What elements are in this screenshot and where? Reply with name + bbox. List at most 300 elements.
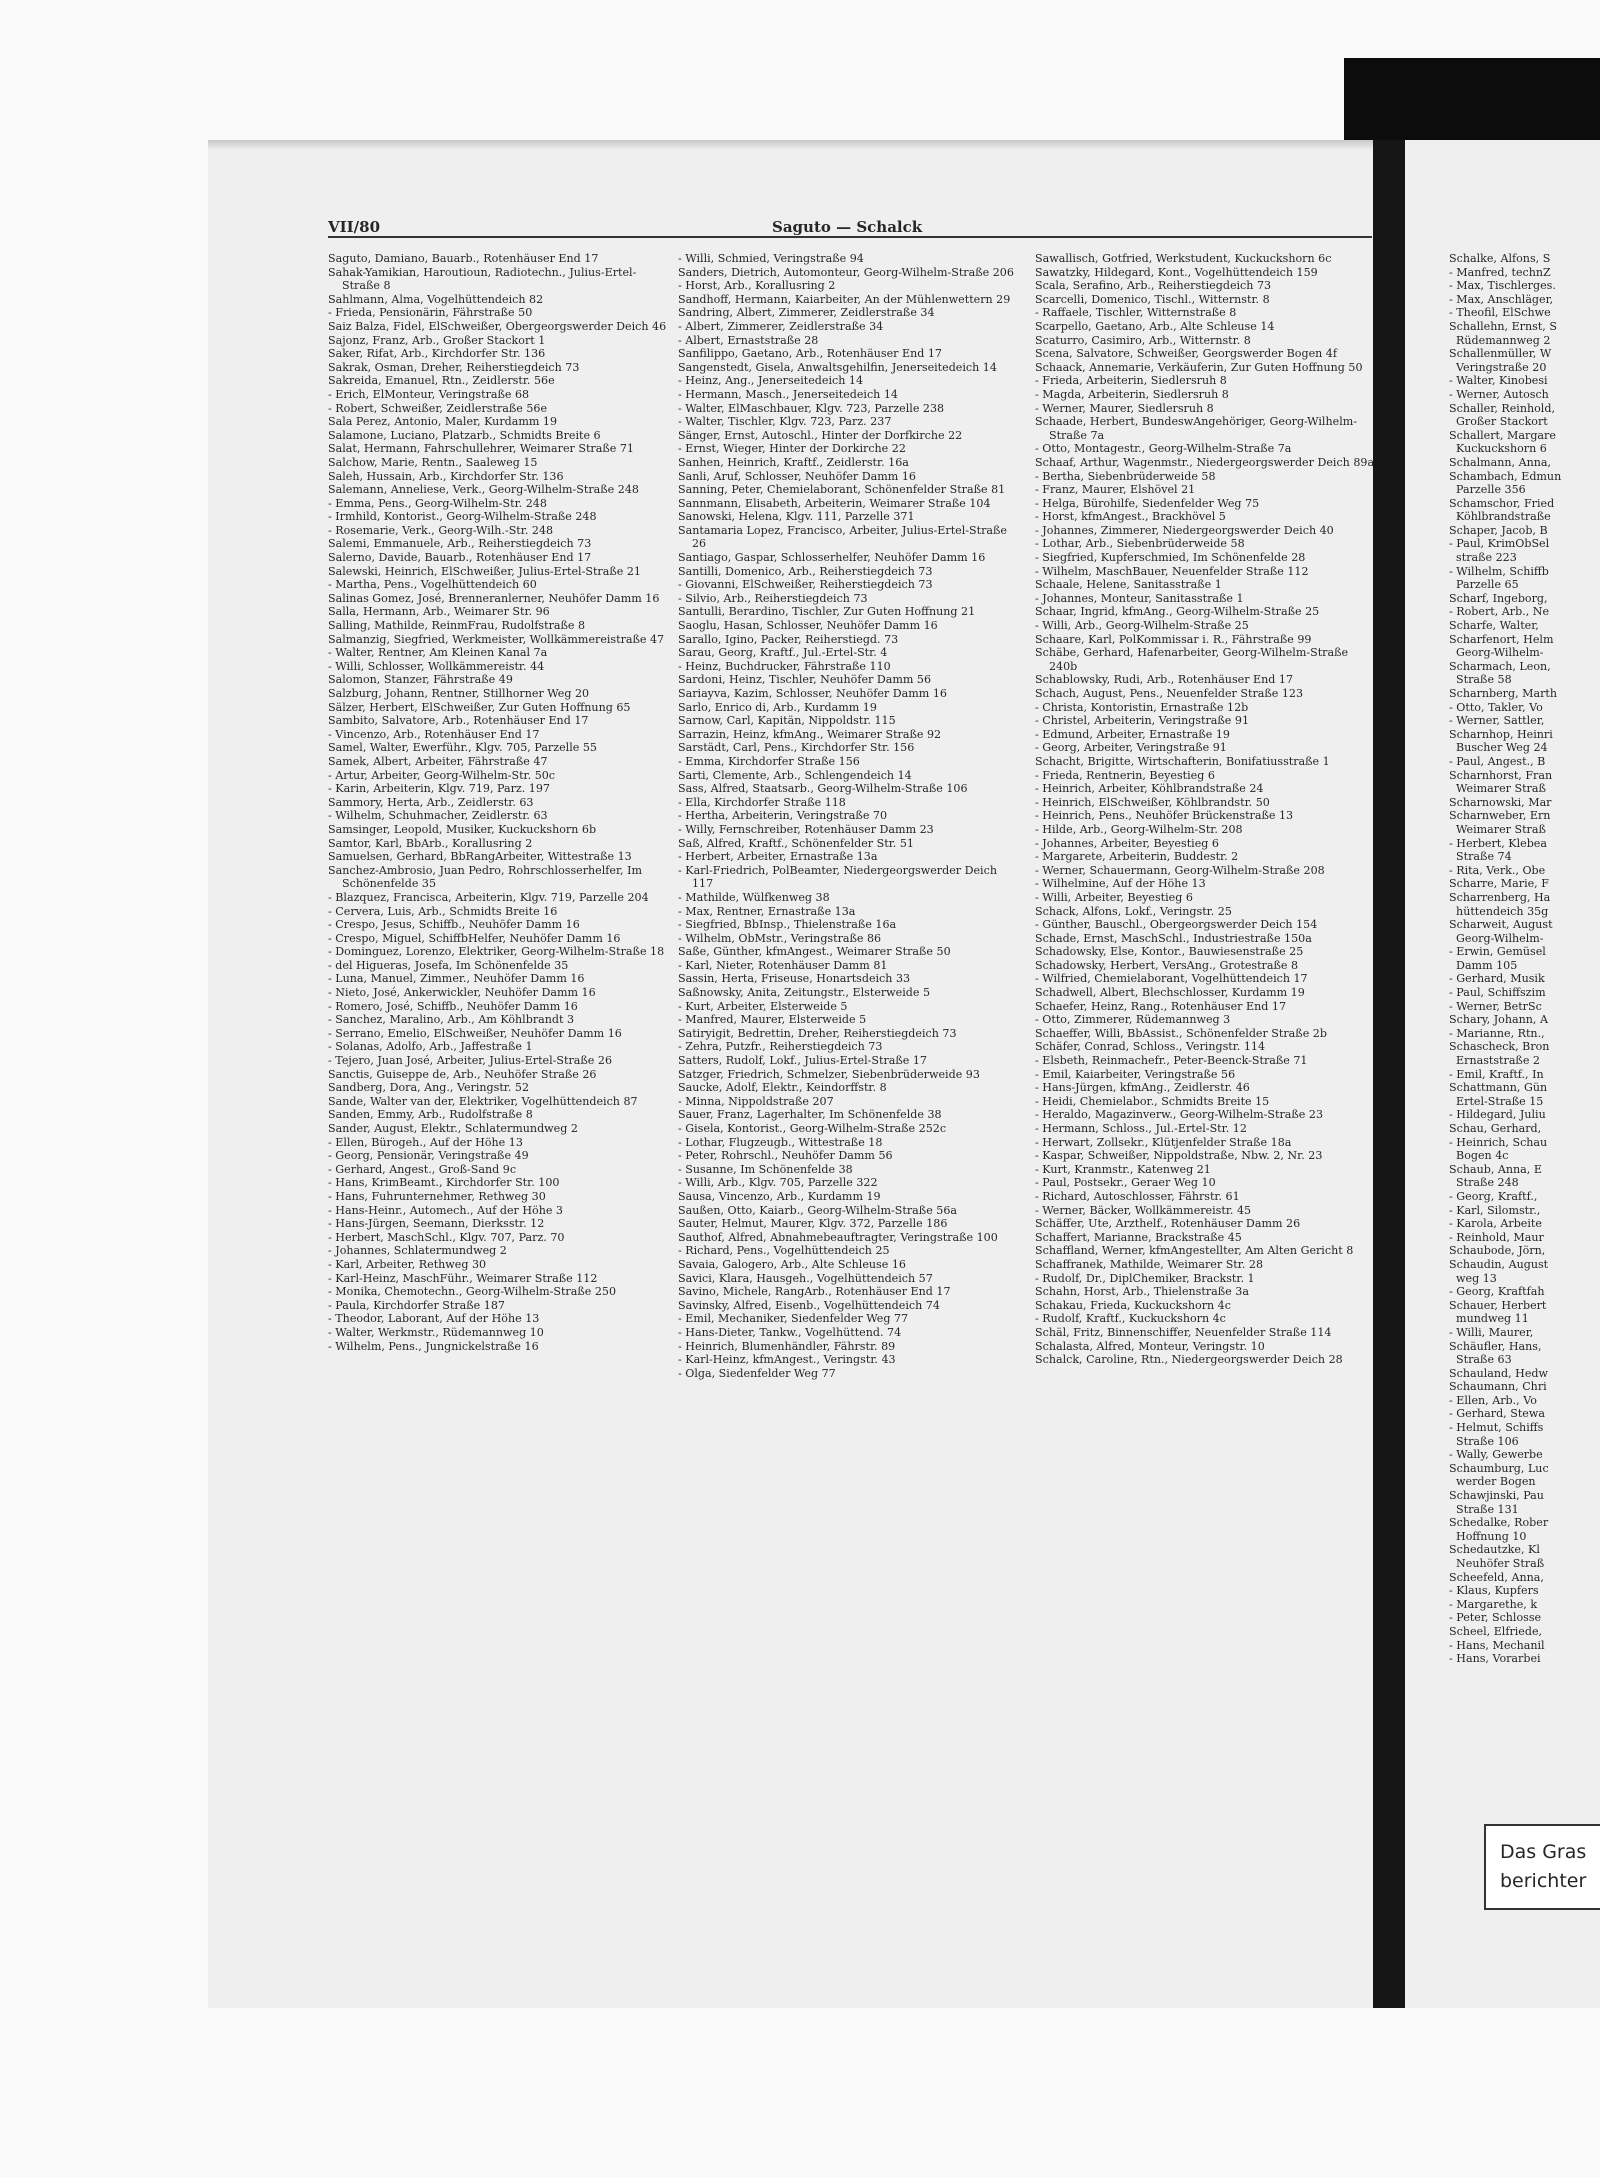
- directory-entry: - Heinz, Buchdrucker, Fährstraße 110: [678, 659, 891, 673]
- directory-entry: - Max, Rentner, Ernastraße 13a: [678, 904, 856, 918]
- directory-entry: Santamaria Lopez, Francisco, Arbeiter, Julius-Ertel-Straße 26: [678, 523, 1007, 551]
- directory-entry: Schade, Ernst, MaschSchl., Industriestraße 150a: [1035, 931, 1312, 945]
- adjacent-page-line: Scheefeld, Anna,: [1449, 1570, 1544, 1584]
- directory-entry: - Artur, Arbeiter, Georg-Wilhelm-Str. 50c: [328, 768, 556, 782]
- directory-entry: - Horst, kfmAngest., Brackhövel 5: [1035, 510, 1226, 524]
- directory-entry: - Karl-Heinz, kfmAngest., Veringstr. 43: [678, 1353, 896, 1367]
- adjacent-page-line: Scharfenort, Helm: [1449, 632, 1554, 646]
- directory-entry: Saker, Rifat, Arb., Kirchdorfer Str. 136: [328, 347, 546, 361]
- adjacent-page-line: Scharnweber, Ern: [1449, 809, 1551, 823]
- adjacent-page-line: - Ellen, Arb., Vo: [1449, 1393, 1537, 1407]
- directory-entry: - Gerhard, Angest., Groß-Sand 9c: [328, 1162, 517, 1176]
- directory-entry: Sammory, Herta, Arb., Zeidlerstr. 63: [328, 795, 534, 809]
- directory-entry: - Walter, Rentner, Am Kleinen Kanal 7a: [328, 646, 548, 660]
- scan-corner-shadow: [1344, 58, 1600, 143]
- directory-entry: Schäffer, Ute, Arzthelf., Rotenhäuser Damm 26: [1035, 1217, 1301, 1231]
- directory-entry: Sangenstedt, Gisela, Anwaltsgehilfin, Jenerseitedeich 14: [678, 360, 997, 374]
- adjacent-page-line: - Karl, Silomstr.,: [1449, 1203, 1541, 1217]
- adjacent-page-line: Hoffnung 10: [1449, 1529, 1527, 1543]
- directory-entry: Sajonz, Franz, Arb., Großer Stackort 1: [328, 333, 546, 347]
- directory-entry: Schaffert, Marianne, Brackstraße 45: [1035, 1230, 1242, 1244]
- directory-entry: Salat, Hermann, Fahrschullehrer, Weimarer Straße 71: [328, 442, 634, 456]
- directory-entry: Salchow, Marie, Rentn., Saaleweg 15: [328, 455, 538, 469]
- directory-entry: Sahak-Yamikian, Haroutioun, Radiotechn., Julius-Ertel-Straße 8: [328, 265, 637, 293]
- adjacent-page-line: - Theofil, ElSchwe: [1449, 306, 1551, 320]
- directory-entry: Sauter, Helmut, Maurer, Klgv. 372, Parzelle 186: [678, 1217, 948, 1231]
- directory-entry: Saoglu, Hasan, Schlosser, Neuhöfer Damm 16: [678, 619, 938, 633]
- directory-entry: Saußen, Otto, Kaiarb., Georg-Wilhelm-Straße 56a: [678, 1203, 958, 1217]
- directory-entry: Sardoni, Heinz, Tischler, Neuhöfer Damm 56: [678, 673, 932, 687]
- directory-entry: Samtor, Karl, BbArb., Korallusring 2: [328, 836, 533, 850]
- directory-entry: - Rosemarie, Verk., Georg-Wilh.-Str. 248: [328, 523, 554, 537]
- directory-entry: Schaffranek, Mathilde, Weimarer Str. 28: [1035, 1257, 1264, 1271]
- adjacent-page-line: Schäufler, Hans,: [1449, 1339, 1542, 1353]
- directory-entry: - Paula, Kirchdorfer Straße 187: [328, 1298, 505, 1312]
- adjacent-page-line: - Peter, Schlosse: [1449, 1611, 1542, 1625]
- adjacent-page-line: - Werner, Sattler,: [1449, 714, 1545, 728]
- directory-entry: Sandhoff, Hermann, Kaiarbeiter, An der Mühlenwettern 29: [678, 292, 1011, 306]
- adjacent-page-line: Schambach, Edmun: [1449, 469, 1562, 483]
- directory-entry: - Karl-Heinz, MaschFühr., Weimarer Straße 112: [328, 1271, 598, 1285]
- adjacent-page-line: Parzelle 65: [1449, 578, 1519, 592]
- directory-entry: - Heinrich, Blumenhändler, Fährstr. 89: [678, 1339, 896, 1353]
- directory-entry: - Christa, Kontoristin, Ernastraße 12b: [1035, 700, 1249, 714]
- directory-entry: Sarau, Georg, Kraftf., Jul.-Ertel-Str. 4: [678, 646, 888, 660]
- directory-entry: Sanfilippo, Gaetano, Arb., Rotenhäuser End 17: [678, 347, 942, 361]
- directory-entry: - Heidi, Chemielabor., Schmidts Breite 15: [1035, 1094, 1270, 1108]
- directory-entry: - Willi, Arb., Klgv. 705, Parzelle 322: [678, 1176, 878, 1190]
- directory-entry: - Lothar, Arb., Siebenbrüderweide 58: [1035, 537, 1245, 551]
- directory-entry: Schablowsky, Rudi, Arb., Rotenhäuser End 17: [1035, 673, 1294, 687]
- directory-entry: Sarti, Clemente, Arb., Schlengendeich 14: [678, 768, 912, 782]
- directory-entry: Schack, Alfons, Lokf., Veringstr. 25: [1035, 904, 1232, 918]
- directory-entry: - Lothar, Flugzeugb., Wittestraße 18: [678, 1135, 883, 1149]
- directory-entry: - Walter, ElMaschbauer, Klgv. 723, Parzelle 238: [678, 401, 945, 415]
- directory-entry: - Emma, Pens., Georg-Wilhelm-Str. 248: [328, 496, 547, 510]
- directory-entry: - Hans-Jürgen, Seemann, Dierksstr. 12: [328, 1217, 545, 1231]
- directory-entry: - Walter, Tischler, Klgv. 723, Parz. 237: [678, 415, 892, 429]
- adjacent-page-line: Scharfe, Walter,: [1449, 619, 1539, 633]
- adjacent-page-line: - Werner, Autosch: [1449, 387, 1549, 401]
- directory-entry: Schalck, Caroline, Rtn., Niedergeorgswerder Deich 28: [1035, 1353, 1343, 1367]
- directory-entry: - Emil, Mechaniker, Siedenfelder Weg 77: [678, 1312, 909, 1326]
- directory-entry: Schäl, Fritz, Binnenschiffer, Neuenfelder Straße 114: [1035, 1325, 1332, 1339]
- adjacent-page-ad-box: [1484, 1824, 1600, 1910]
- directory-entry: Salmanzig, Siegfried, Werkmeister, Wollkämmereistraße 47: [328, 632, 665, 646]
- adjacent-page-line: - Robert, Arb., Ne: [1449, 605, 1550, 619]
- directory-entry: - Georg, Arbeiter, Veringstraße 91: [1035, 741, 1227, 755]
- directory-entry: - Heinz, Ang., Jenerseitedeich 14: [678, 374, 864, 388]
- directory-entry: Schacht, Brigitte, Wirtschafterin, Bonifatiusstraße 1: [1035, 754, 1330, 768]
- directory-entry: Sander, August, Elektr., Schlatermundweg 2: [328, 1122, 578, 1135]
- directory-entry: - del Higueras, Josefa, Im Schönenfelde 35: [328, 958, 569, 972]
- directory-entry: - Raffaele, Tischler, Witternstraße 8: [1035, 306, 1237, 320]
- directory-entry: Sälzer, Herbert, ElSchweißer, Zur Guten Hoffnung 65: [328, 700, 631, 714]
- adjacent-page-line: - Manfred, technZ: [1449, 265, 1551, 279]
- directory-entry: - Margarete, Arbeiterin, Buddestr. 2: [1035, 850, 1239, 864]
- directory-entry: Satters, Rudolf, Lokf., Julius-Ertel-Straße 17: [678, 1054, 927, 1068]
- directory-entry: - Frieda, Rentnerin, Beyestieg 6: [1035, 768, 1215, 782]
- directory-entry: - Albert, Zimmerer, Zeidlerstraße 34: [678, 319, 884, 333]
- adjacent-page-line: Schedalke, Rober: [1449, 1516, 1549, 1530]
- directory-entry: - Solanas, Adolfo, Arb., Jaffestraße 1: [328, 1040, 533, 1054]
- directory-entry: Sandberg, Dora, Ang., Veringstr. 52: [328, 1081, 530, 1095]
- adjacent-page-line: Schattmann, Gün: [1449, 1081, 1548, 1095]
- directory-entry: - Dominguez, Lorenzo, Elektriker, Georg-Wilhelm-Straße 18: [328, 945, 665, 959]
- adjacent-page-line: Schaubode, Jörn,: [1449, 1244, 1546, 1258]
- directory-entry: - Ernst, Wieger, Hinter der Dorkirche 22: [678, 442, 906, 456]
- adjacent-page-line: Schaumann, Chri: [1449, 1380, 1547, 1394]
- directory-entry: - Romero, José, Schiffb., Neuhöfer Damm 16: [328, 999, 578, 1013]
- adjacent-page-line: Schedautzke, Kl: [1449, 1543, 1540, 1557]
- directory-entry: - Emil, Kaiarbeiter, Veringstraße 56: [1035, 1067, 1236, 1081]
- directory-entry: - Siegfried, BbInsp., Thielenstraße 16a: [678, 918, 897, 932]
- adjacent-page-line: Scharre, Marie, F: [1449, 877, 1549, 891]
- directory-column-2: [678, 252, 1018, 1380]
- directory-entry: - Ella, Kirchdorfer Straße 118: [678, 795, 846, 809]
- directory-entry: - Karl-Friedrich, PolBeamter, Niedergeorgswerder Deich 117: [678, 863, 997, 891]
- directory-entry: - Hermann, Masch., Jenerseitedeich 14: [678, 387, 898, 401]
- directory-entry: Saleh, Hussain, Arb., Kirchdorfer Str. 136: [328, 469, 564, 483]
- adjacent-page-line: Weimarer Straß: [1449, 782, 1546, 796]
- adjacent-page-line: Damm 105: [1449, 958, 1518, 972]
- directory-entry: Samsinger, Leopold, Musiker, Kuckuckshorn 6b: [328, 822, 597, 836]
- adjacent-page-line: - Hans, Vorarbei: [1449, 1652, 1541, 1666]
- adjacent-page-line: - Herbert, Klebea: [1449, 836, 1547, 850]
- directory-entry: Scarcelli, Domenico, Tischl., Witternstr. 8: [1035, 292, 1270, 306]
- directory-entry: - Irmhild, Kontorist., Georg-Wilhelm-Straße 248: [328, 510, 597, 524]
- directory-entry: - Rudolf, Dr., DiplChemiker, Brackstr. 1: [1035, 1271, 1255, 1285]
- directory-entry: - Wilfried, Chemielaborant, Vogelhüttendeich 17: [1035, 972, 1308, 986]
- directory-entry: Salling, Mathilde, ReinmFrau, Rudolfstraße 8: [328, 619, 586, 633]
- directory-entry: Schakau, Frieda, Kuckuckshorn 4c: [1035, 1298, 1231, 1312]
- adjacent-page-line: - Walter, Kinobesi: [1449, 374, 1548, 388]
- directory-entry: - Hermann, Schloss., Jul.-Ertel-Str. 12: [1035, 1122, 1247, 1135]
- directory-entry: Sarnow, Carl, Kapitän, Nippoldstr. 115: [678, 714, 896, 728]
- directory-entry: - Hans-Jürgen, kfmAng., Zeidlerstr. 46: [1035, 1081, 1250, 1095]
- adjacent-page-line: Weimarer Straß: [1449, 822, 1546, 836]
- adjacent-page-line: Scharnberg, Marth: [1449, 687, 1558, 700]
- directory-entry: Satiryigit, Bedrettin, Dreher, Reiherstiegdeich 73: [678, 1026, 957, 1040]
- adjacent-page-line: Scharf, Ingeborg,: [1449, 591, 1548, 605]
- directory-entry: Schadwell, Albert, Blechschlosser, Kurdamm 19: [1035, 986, 1305, 1000]
- adjacent-page-line: Parzelle 356: [1449, 483, 1526, 497]
- ad-box-line: Das Gras: [1500, 1841, 1587, 1863]
- directory-entry: - Theodor, Laborant, Auf der Höhe 13: [328, 1312, 540, 1326]
- directory-entry: Schaaf, Arthur, Wagenmstr., Niedergeorgswerder Deich 89a: [1035, 455, 1375, 469]
- adjacent-page-line: Straße 131: [1449, 1502, 1519, 1516]
- directory-entry: - Serrano, Emelio, ElSchweißer, Neuhöfer Damm 16: [328, 1026, 622, 1040]
- directory-entry: Schaffland, Werner, kfmAngestellter, Am Alten Gericht 8: [1035, 1244, 1354, 1258]
- adjacent-page-line: Veringstraße 20: [1449, 360, 1547, 374]
- directory-entry: Savaia, Galogero, Arb., Alte Schleuse 16: [678, 1257, 906, 1271]
- directory-entry: Santulli, Berardino, Tischler, Zur Guten Hoffnung 21: [678, 605, 976, 619]
- directory-entry: - Siegfried, Kupferschmied, Im Schönenfelde 28: [1035, 551, 1306, 565]
- adjacent-page-line: Schalmann, Anna,: [1449, 455, 1552, 469]
- directory-entry: - Paul, Postsekr., Geraer Weg 10: [1035, 1176, 1216, 1190]
- directory-entry: - Heinrich, Pens., Neuhöfer Brückenstraße 13: [1035, 809, 1294, 823]
- adjacent-page-line: Schaller, Reinhold,: [1449, 401, 1555, 415]
- directory-entry: Schaar, Ingrid, kfmAng., Georg-Wilhelm-Straße 25: [1035, 605, 1320, 619]
- directory-entry: - Johannes, Monteur, Sanitasstraße 1: [1035, 591, 1244, 605]
- adjacent-page-line: Scharnhop, Heinri: [1449, 727, 1553, 741]
- adjacent-page-line: Georg-Wilhelm-: [1449, 646, 1544, 660]
- directory-column-1: [328, 252, 668, 1353]
- directory-entry: - Kaspar, Schweißer, Nippoldstraße, Nbw. 2, Nr. 23: [1035, 1149, 1323, 1163]
- directory-entry: Sarlo, Enrico di, Arb., Kurdamm 19: [678, 700, 877, 714]
- directory-entry: - Hans-Dieter, Tankw., Vogelhüttend. 74: [678, 1325, 902, 1339]
- directory-entry: - Werner, Maurer, Siedlersruh 8: [1035, 401, 1214, 415]
- directory-entry: - Kurt, Arbeiter, Elsterweide 5: [678, 999, 848, 1013]
- directory-entry: Scarpello, Gaetano, Arb., Alte Schleuse 14: [1035, 319, 1275, 333]
- adjacent-page-line: - Paul, Angest., B: [1449, 754, 1546, 768]
- adjacent-page-line: Schallenmüller, W: [1449, 347, 1552, 361]
- directory-entry: Sausa, Vincenzo, Arb., Kurdamm 19: [678, 1189, 881, 1203]
- directory-entry: - Otto, Montagestr., Georg-Wilhelm-Straße 7a: [1035, 442, 1292, 456]
- directory-entry: - Heinrich, ElSchweißer, Köhlbrandstr. 50: [1035, 795, 1270, 809]
- directory-entry: Sakreida, Emanuel, Rtn., Zeidlerstr. 56e: [328, 374, 555, 388]
- directory-entry: Santilli, Domenico, Arb., Reiherstiegdeich 73: [678, 564, 933, 578]
- adjacent-page-line: hüttendeich 35g: [1449, 904, 1549, 918]
- directory-entry: Sarallo, Igino, Packer, Reiherstiegd. 73: [678, 632, 899, 646]
- directory-entry: Saguto, Damiano, Bauarb., Rotenhäuser End 17: [328, 252, 599, 265]
- adjacent-page-line: Schawjinski, Pau: [1449, 1489, 1544, 1503]
- directory-entry: - Karl, Nieter, Rotenhäuser Damm 81: [678, 958, 888, 972]
- directory-entry: - Hans, KrimBeamt., Kirchdorfer Str. 100: [328, 1176, 560, 1190]
- directory-entry: Sanchez-Ambrosio, Juan Pedro, Rohrschlosserhelfer, Im Schönenfelde 35: [328, 863, 642, 891]
- book-gutter: [1373, 140, 1405, 2008]
- directory-entry: - Karin, Arbeiterin, Klgv. 719, Parz. 197: [328, 782, 550, 796]
- directory-entry: - Nieto, José, Ankerwickler, Neuhöfer Damm 16: [328, 986, 596, 1000]
- adjacent-page-line: - Hans, Mechanil: [1449, 1638, 1545, 1652]
- page-top-edge: [208, 140, 1373, 150]
- adjacent-page-line: Schalke, Alfons, S: [1449, 252, 1551, 265]
- adjacent-page-line: - Reinhold, Maur: [1449, 1230, 1544, 1244]
- directory-entry: Sanctis, Guiseppe de, Arb., Neuhöfer Straße 26: [328, 1067, 597, 1081]
- directory-entry: Salewski, Heinrich, ElSchweißer, Julius-Ertel-Straße 21: [328, 564, 641, 578]
- directory-entry: Sanders, Dietrich, Automonteur, Georg-Wilhelm-Straße 206: [678, 265, 1014, 279]
- adjacent-page-line: Straße 58: [1449, 673, 1512, 687]
- directory-entry: - Bertha, Siebenbrüderweide 58: [1035, 469, 1216, 483]
- adjacent-page-line: Buscher Weg 24: [1449, 741, 1548, 755]
- directory-entry: - Karl, Arbeiter, Rethweg 30: [328, 1257, 487, 1271]
- directory-entry: - Vincenzo, Arb., Rotenhäuser End 17: [328, 727, 540, 741]
- directory-entry: - Robert, Schweißer, Zeidlerstraße 56e: [328, 401, 548, 415]
- adjacent-page-line: - Max, Anschläger,: [1449, 292, 1554, 306]
- directory-entry: Santiago, Gaspar, Schlosserhelfer, Neuhöfer Damm 16: [678, 551, 986, 565]
- directory-entry: - Willi, Schlosser, Wollkämmereistr. 44: [328, 659, 545, 673]
- adjacent-page-line: Ernaststraße 2: [1449, 1054, 1540, 1068]
- directory-entry: - Herwart, Zollsekr., Klütjenfelder Straße 18a: [1035, 1135, 1292, 1149]
- adjacent-page-line: - Georg, Kraftf.,: [1449, 1189, 1538, 1203]
- directory-entry: - Edmund, Arbeiter, Ernastraße 19: [1035, 727, 1230, 741]
- adjacent-page-line: Schauer, Herbert: [1449, 1298, 1547, 1312]
- directory-entry: - Otto, Zimmerer, Rüdemannweg 3: [1035, 1013, 1231, 1027]
- adjacent-page-line: Scharnhorst, Fran: [1449, 768, 1553, 782]
- adjacent-page-line: - Georg, Kraftfah: [1449, 1285, 1545, 1299]
- directory-entry: - Wilhelm, Schuhmacher, Zeidlerstr. 63: [328, 809, 548, 823]
- directory-entry: - Willy, Fernschreiber, Rotenhäuser Damm 23: [678, 822, 934, 836]
- directory-entry: Satzger, Friedrich, Schmelzer, Siebenbrüderweide 93: [678, 1067, 980, 1081]
- adjacent-page-line: Schascheck, Bron: [1449, 1040, 1550, 1054]
- adjacent-page-line: Schallehn, Ernst, S: [1449, 319, 1557, 333]
- adjacent-page-line: - Gerhard, Musik: [1449, 972, 1545, 986]
- adjacent-page-line: Georg-Wilhelm-: [1449, 931, 1544, 945]
- directory-entry: - Heinrich, Arbeiter, Köhlbrandstraße 24: [1035, 782, 1264, 796]
- directory-entry: Schaale, Helene, Sanitasstraße 1: [1035, 578, 1222, 592]
- directory-entry: Saiz Balza, Fidel, ElSchweißer, Obergeorgswerder Deich 46: [328, 319, 667, 333]
- adjacent-page-line: Schaper, Jacob, B: [1449, 523, 1548, 537]
- directory-entry: - Horst, Arb., Korallusring 2: [678, 279, 836, 293]
- directory-entry: - Hans, Fuhrunternehmer, Rethweg 30: [328, 1189, 546, 1203]
- directory-entry: Saß, Alfred, Kraftf., Schönenfelder Str. 51: [678, 836, 914, 850]
- directory-entry: Schaare, Karl, PolKommissar i. R., Fährstraße 99: [1035, 632, 1312, 646]
- directory-entry: Schaade, Herbert, BundeswAngehöriger, Georg-Wilhelm-Straße 7a: [1035, 415, 1358, 442]
- adjacent-page-line: Schamschor, Fried: [1449, 496, 1555, 510]
- adjacent-page-line: - Willi, Maurer,: [1449, 1325, 1534, 1339]
- directory-entry: - Frieda, Pensionärin, Fährstraße 50: [328, 306, 533, 320]
- directory-entry: - Wilhelm, Pens., Jungnickelstraße 16: [328, 1339, 539, 1353]
- directory-entry: Sass, Alfred, Staatsarb., Georg-Wilhelm-Straße 106: [678, 782, 968, 796]
- directory-entry: Savino, Michele, RangArb., Rotenhäuser End 17: [678, 1285, 951, 1299]
- directory-entry: - Richard, Autoschlosser, Fährstr. 61: [1035, 1189, 1240, 1203]
- adjacent-page-line: - Gerhard, Stewa: [1449, 1407, 1545, 1421]
- directory-entry: - Crespo, Jesus, Schiffb., Neuhöfer Damm 16: [328, 918, 580, 932]
- directory-entry: Scena, Salvatore, Schweißer, Georgswerder Bogen 4f: [1035, 347, 1337, 361]
- directory-entry: Sauer, Franz, Lagerhalter, Im Schönenfelde 38: [678, 1108, 942, 1122]
- adjacent-page-line: - Paul, KrimObSel: [1449, 537, 1550, 551]
- directory-entry: - Luna, Manuel, Zimmer., Neuhöfer Damm 16: [328, 972, 585, 986]
- adjacent-page-line: - Otto, Takler, Vo: [1449, 700, 1543, 714]
- header-rule: [328, 236, 1372, 238]
- directory-entry: Schaack, Annemarie, Verkäuferin, Zur Guten Hoffnung 50: [1035, 360, 1363, 374]
- directory-entry: Saßnowsky, Anita, Zeitungstr., Elsterweide 5: [678, 986, 931, 1000]
- directory-entry: Sande, Walter van der, Elektriker, Vogelhüttendeich 87: [328, 1094, 638, 1108]
- directory-entry: Sawallisch, Gotfried, Werkstudent, Kuckuckshorn 6c: [1035, 252, 1332, 265]
- directory-entry: Schaeffer, Willi, BbAssist., Schönenfelder Straße 2b: [1035, 1026, 1327, 1040]
- directory-entry: - Johannes, Arbeiter, Beyestieg 6: [1035, 836, 1219, 850]
- directory-entry: - Willi, Arbeiter, Beyestieg 6: [1035, 890, 1193, 904]
- adjacent-page-line: Schau, Gerhard,: [1449, 1122, 1542, 1135]
- directory-entry: Salemi, Emmanuele, Arb., Reiherstiegdeich 73: [328, 537, 592, 551]
- directory-entry: Sänger, Ernst, Autoschl., Hinter der Dorfkirche 22: [678, 428, 963, 442]
- directory-entry: Salomon, Stanzer, Fährstraße 49: [328, 673, 513, 687]
- directory-entry: - Frieda, Arbeiterin, Siedlersruh 8: [1035, 374, 1227, 388]
- directory-entry: Samuelsen, Gerhard, BbRangArbeiter, Wittestraße 13: [328, 850, 632, 864]
- directory-entry: Sambito, Salvatore, Arb., Rotenhäuser End 17: [328, 714, 589, 728]
- directory-entry: Sanning, Peter, Chemielaborant, Schönenfelder Straße 81: [678, 483, 1006, 497]
- adjacent-page-line: - Klaus, Kupfers: [1449, 1584, 1539, 1598]
- adjacent-page-line: Rüdemannweg 2: [1449, 333, 1551, 347]
- directory-entry: - Hertha, Arbeiterin, Veringstraße 70: [678, 809, 888, 823]
- directory-entry: - Herbert, Arbeiter, Ernastraße 13a: [678, 850, 878, 864]
- directory-entry: Sanden, Emmy, Arb., Rudolfstraße 8: [328, 1108, 533, 1122]
- directory-entry: Sanli, Aruf, Schlosser, Neuhöfer Damm 16: [678, 469, 916, 483]
- directory-entry: - Ellen, Bürogeh., Auf der Höhe 13: [328, 1135, 523, 1149]
- directory-entry: Salerno, Davide, Bauarb., Rotenhäuser End 17: [328, 551, 592, 565]
- directory-entry: - Silvio, Arb., Reiherstiegdeich 73: [678, 591, 868, 605]
- directory-entry: - Werner, Schauermann, Georg-Wilhelm-Straße 208: [1035, 863, 1325, 877]
- adjacent-page-column: [1449, 252, 1600, 1666]
- adjacent-page-line: Neuhöfer Straß: [1449, 1557, 1545, 1570]
- page-number: VII/80: [328, 218, 381, 236]
- directory-entry: - Zehra, Putzfr., Reiherstiegdeich 73: [678, 1040, 883, 1054]
- directory-entry: - Wilhelm, ObMstr., Veringstraße 86: [678, 931, 882, 945]
- adjacent-page-line: - Erwin, Gemüsel: [1449, 945, 1546, 959]
- directory-entry: Salzburg, Johann, Rentner, Stillhorner Weg 20: [328, 687, 590, 700]
- adjacent-page-line: - Werner, BetrSc: [1449, 999, 1542, 1013]
- directory-entry: - Hilde, Arb., Georg-Wilhelm-Str. 208: [1035, 822, 1243, 836]
- directory-entry: Sawatzky, Hildegard, Kont., Vogelhüttendeich 159: [1035, 265, 1318, 279]
- directory-entry: - Cervera, Luis, Arb., Schmidts Breite 16: [328, 904, 558, 918]
- adjacent-page-line: straße 223: [1449, 551, 1517, 565]
- directory-entry: Sandring, Albert, Zimmerer, Zeidlerstraße 34: [678, 306, 935, 320]
- adjacent-page-line: Großer Stackort: [1449, 415, 1548, 429]
- directory-entry: - Walter, Werkmstr., Rüdemannweg 10: [328, 1325, 544, 1339]
- directory-entry: Schalasta, Alfred, Monteur, Veringstr. 10: [1035, 1339, 1265, 1353]
- directory-entry: Scaturro, Casimiro, Arb., Witternstr. 8: [1035, 333, 1251, 347]
- directory-entry: Sarstädt, Carl, Pens., Kirchdorfer Str. 156: [678, 741, 915, 755]
- adjacent-page-line: - Emil, Kraftf., In: [1449, 1067, 1544, 1081]
- directory-entry: - Kurt, Kranmstr., Katenweg 21: [1035, 1162, 1211, 1176]
- directory-entry: Sassin, Herta, Friseuse, Honartsdeich 33: [678, 972, 911, 986]
- directory-column-3: [1035, 252, 1375, 1367]
- adjacent-page-line: - Max, Tischlerges.: [1449, 279, 1556, 293]
- directory-entry: - Willi, Arb., Georg-Wilhelm-Straße 25: [1035, 619, 1249, 633]
- directory-entry: - Wilhelm, MaschBauer, Neuenfelder Straße 112: [1035, 564, 1309, 578]
- directory-entry: Sarrazin, Heinz, kfmAng., Weimarer Straße 92: [678, 727, 942, 741]
- directory-entry: Saße, Günther, kfmAngest., Weimarer Straße 50: [678, 945, 951, 959]
- directory-entry: - Günther, Bauschl., Obergeorgswerder Deich 154: [1035, 918, 1318, 932]
- directory-entry: Salla, Hermann, Arb., Weimarer Str. 96: [328, 605, 550, 619]
- adjacent-page-line: - Wally, Gewerbe: [1449, 1448, 1543, 1462]
- adjacent-page-line: Schaub, Anna, E: [1449, 1162, 1542, 1176]
- adjacent-page-line: - Marianne, Rtn.,: [1449, 1026, 1545, 1040]
- directory-entry: Schadowsky, Else, Kontor., Bauwiesenstraße 25: [1035, 945, 1304, 959]
- adjacent-page-line: Straße 74: [1449, 850, 1512, 864]
- directory-entry: - Wilhelmine, Auf der Höhe 13: [1035, 877, 1206, 891]
- directory-entry: - Rudolf, Kraftf., Kuckuckshorn 4c: [1035, 1312, 1226, 1326]
- directory-entry: Samek, Albert, Arbeiter, Fährstraße 47: [328, 754, 548, 768]
- directory-entry: - Sanchez, Maralino, Arb., Am Köhlbrandt 3: [328, 1013, 575, 1027]
- directory-entry: - Albert, Ernaststraße 28: [678, 333, 819, 347]
- directory-entry: - Johannes, Schlatermundweg 2: [328, 1244, 507, 1258]
- directory-entry: - Martha, Pens., Vogelhüttendeich 60: [328, 578, 537, 592]
- directory-entry: Salamone, Luciano, Platzarb., Schmidts Breite 6: [328, 428, 601, 442]
- adjacent-page-line: Straße 106: [1449, 1434, 1519, 1448]
- directory-entry: - Richard, Pens., Vogelhüttendeich 25: [678, 1244, 890, 1258]
- directory-entry: - Franz, Maurer, Elshövel 21: [1035, 483, 1196, 497]
- adjacent-page-line: - Helmut, Schiffs: [1449, 1421, 1544, 1435]
- directory-entry: - Emma, Kirchdorfer Straße 156: [678, 754, 860, 768]
- adjacent-page-line: Schauland, Hedw: [1449, 1366, 1549, 1380]
- adjacent-page-line: Scheel, Elfriede,: [1449, 1624, 1543, 1638]
- directory-entry: - Magda, Arbeiterin, Siedlersruh 8: [1035, 387, 1229, 401]
- directory-entry: Schäfer, Conrad, Schloss., Veringstr. 114: [1035, 1040, 1266, 1054]
- directory-entry: - Susanne, Im Schönenfelde 38: [678, 1162, 853, 1176]
- page-range-title: Saguto — Schalck: [772, 218, 923, 236]
- adjacent-page-line: Scharnowski, Mar: [1449, 795, 1552, 809]
- directory-entry: - Crespo, Miguel, SchiffbHelfer, Neuhöfer Damm 16: [328, 931, 621, 945]
- adjacent-page-line: Scharweit, August: [1449, 918, 1553, 932]
- directory-entry: - Peter, Rohrschl., Neuhöfer Damm 56: [678, 1149, 893, 1163]
- directory-entry: Sanhen, Heinrich, Kraftf., Zeidlerstr. 16a: [678, 455, 909, 469]
- directory-entry: Sala Perez, Antonio, Maler, Kurdamm 19: [328, 415, 558, 429]
- directory-entry: - Tejero, Juan José, Arbeiter, Julius-Ertel-Straße 26: [328, 1054, 613, 1068]
- adjacent-page-line: Schary, Johann, A: [1449, 1013, 1548, 1027]
- directory-entry: - Blazquez, Francisca, Arbeiterin, Klgv. 719, Parzelle 204: [328, 890, 649, 904]
- adjacent-page-line: Schaudin, August: [1449, 1257, 1549, 1271]
